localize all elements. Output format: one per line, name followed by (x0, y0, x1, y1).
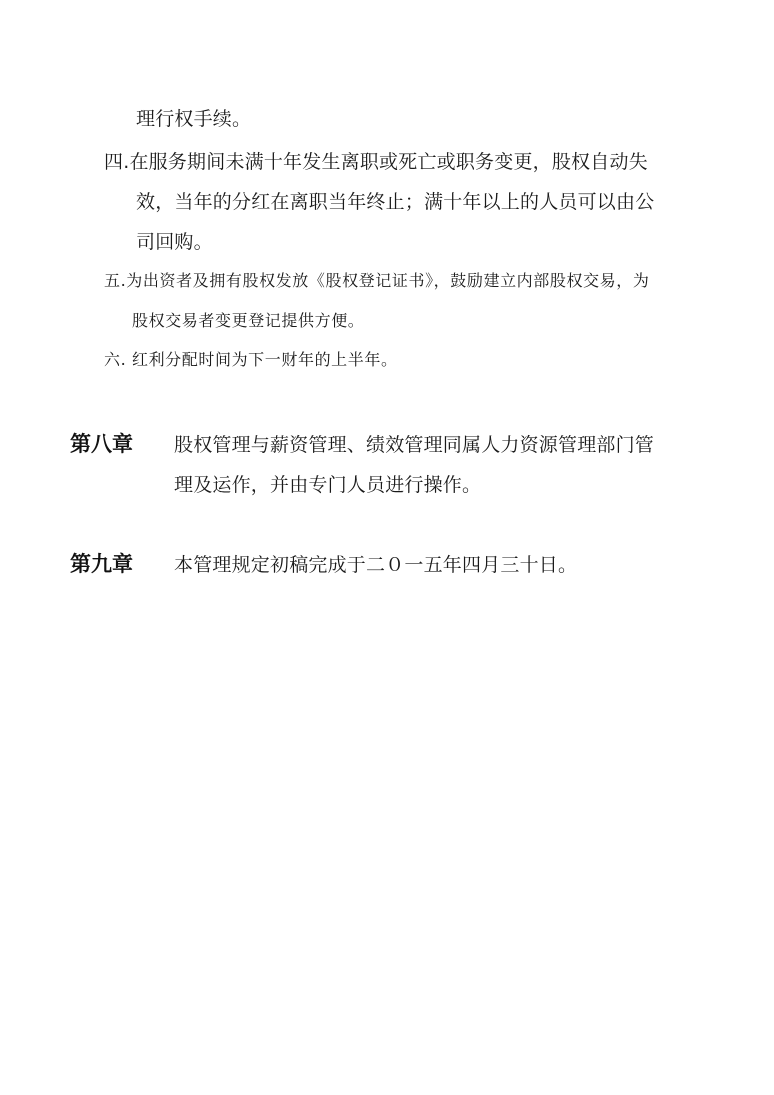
chapter-8-heading: 第八章 (70, 432, 133, 456)
chapter-9-text: 本管理规定初稿完成于二０一五年四月三十日。 (174, 554, 578, 576)
clause-4-line-2: 效，当年的分红在离职当年终止；满十年以上的人员可以由公 (136, 191, 655, 213)
clause-6: 六. 红利分配时间为下一财年的上半年。 (104, 350, 398, 369)
clause-3-continuation: 理行权手续。 (136, 108, 252, 130)
clause-5-line-2: 股权交易者变更登记提供方便。 (132, 311, 365, 330)
chapter-8-text-line-2: 理及运作，并由专门人员进行操作。 (174, 474, 482, 496)
chapter-9-heading: 第九章 (70, 552, 133, 576)
clause-4-line-1: 四.在服务期间未满十年发生离职或死亡或职务变更，股权自动失 (104, 151, 648, 173)
chapter-8-text-line-1: 股权管理与薪资管理、绩效管理同属人力资源管理部门管 (174, 434, 655, 456)
clause-5-line-1: 五.为出资者及拥有股权发放《股权登记证书》，鼓励建立内部股权交易，为 (104, 271, 650, 290)
clause-4-line-3: 司回购。 (136, 231, 213, 253)
